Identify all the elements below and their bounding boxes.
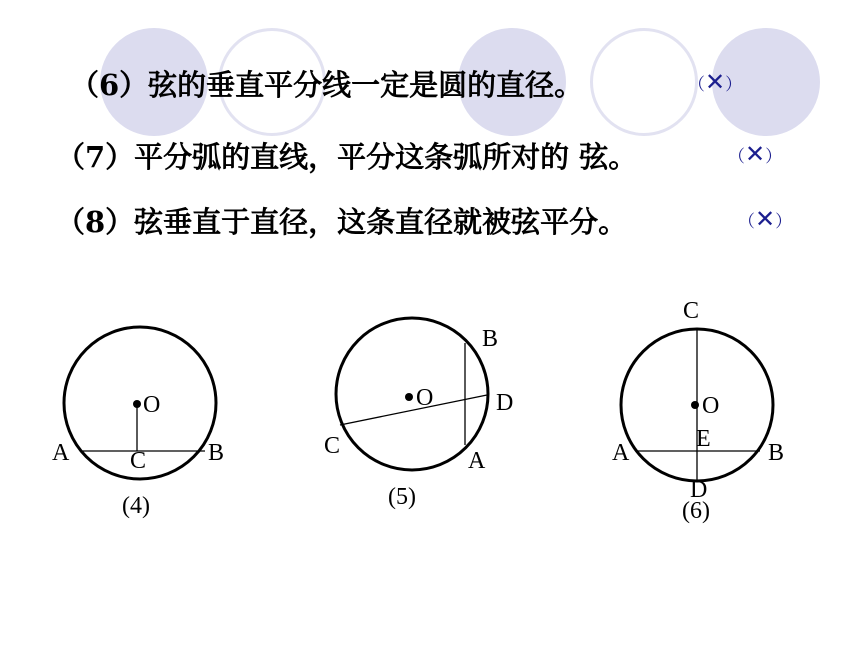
figure-4	[52, 327, 224, 519]
label-o-6: O	[702, 393, 720, 419]
answer-close-paren: ）	[765, 147, 783, 167]
label-d-5: D	[496, 390, 514, 416]
caption-6: (6)	[682, 498, 710, 524]
label-b-6: B	[768, 440, 785, 466]
figure-6	[612, 298, 784, 524]
label-d-6: D	[690, 477, 708, 503]
caption-4: (4)	[122, 493, 150, 519]
answer-close-paren: ）	[775, 212, 793, 232]
center-dot-5	[405, 393, 413, 401]
label-a-4: A	[52, 440, 70, 466]
cross-mark-icon: ✕	[705, 68, 726, 96]
label-o-5: O	[416, 385, 434, 411]
caption-5: (5)	[388, 484, 416, 510]
label-a-5: A	[468, 448, 486, 474]
figure-5	[324, 318, 513, 510]
label-c-6: C	[683, 298, 700, 324]
answer-open-paren: （	[738, 212, 755, 232]
label-a-6: A	[612, 440, 630, 466]
center-dot-6	[691, 401, 699, 409]
answer-open-paren: （	[728, 147, 745, 167]
center-dot-4	[133, 400, 141, 408]
label-c-5: C	[324, 433, 341, 459]
answer-open-paren: （	[688, 75, 705, 95]
label-e-6: E	[696, 426, 711, 452]
statement-7: （7）平分弧的直线，平分这条弧所对的 弦。	[56, 140, 638, 174]
statement-6: （6）弦的垂直平分线一定是圆的直径。	[70, 68, 584, 102]
answer-close-paren: ）	[725, 75, 743, 95]
cross-mark-icon: ✕	[755, 205, 776, 233]
statement-8: （8）弦垂直于直径，这条直径就被弦平分。	[56, 205, 628, 239]
cross-mark-icon: ✕	[745, 140, 766, 168]
label-b-4: B	[208, 440, 225, 466]
label-o-4: O	[143, 392, 161, 418]
label-b-5: B	[482, 326, 499, 352]
label-c-4: C	[130, 448, 147, 474]
